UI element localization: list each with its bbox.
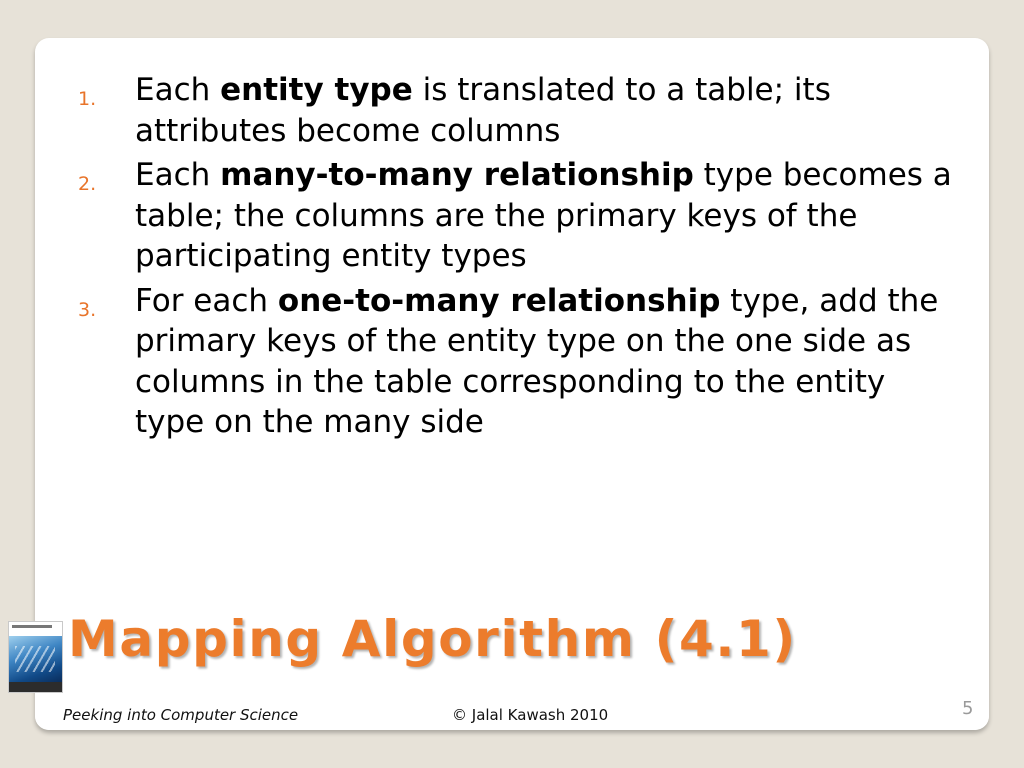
- item-text-bold: one-to-many relationship: [277, 282, 721, 319]
- slide-title: Mapping Algorithm (4.1): [68, 610, 797, 668]
- book-cover-strip: [9, 682, 62, 692]
- item-text-pre: Each: [135, 157, 221, 193]
- item-text-pre: For each: [135, 282, 278, 319]
- book-cover-icon: [8, 621, 63, 693]
- book-cover-caption: [12, 625, 52, 628]
- list-item: [78, 155, 958, 277]
- footer-course-name: Peeking into Computer Science: [63, 706, 299, 724]
- item-text-post: type becomes a table; the columns are the primary keys of the participating entity types: [135, 157, 952, 274]
- item-text-post: type, add the primary keys of the entity type on the one side as columns in the table corresponding to the entity type on the many side: [135, 282, 939, 440]
- item-text-post: is translated to a table; its attributes become columns: [135, 72, 831, 149]
- slide-page-number: 5: [962, 698, 974, 719]
- list-number: 2.: [78, 173, 97, 195]
- list-item: [78, 70, 958, 151]
- list-item: [78, 281, 958, 443]
- item-text-bold: entity type: [220, 72, 413, 108]
- list-number: 1.: [78, 88, 97, 110]
- item-text-bold: many-to-many relationship: [220, 157, 694, 193]
- item-text-pre: Each: [135, 72, 221, 108]
- list-number: 3.: [78, 298, 97, 321]
- algorithm-steps-list: [78, 70, 958, 447]
- footer-copyright: © Jalal Kawash 2010: [452, 706, 609, 724]
- book-cover-image: [9, 636, 62, 682]
